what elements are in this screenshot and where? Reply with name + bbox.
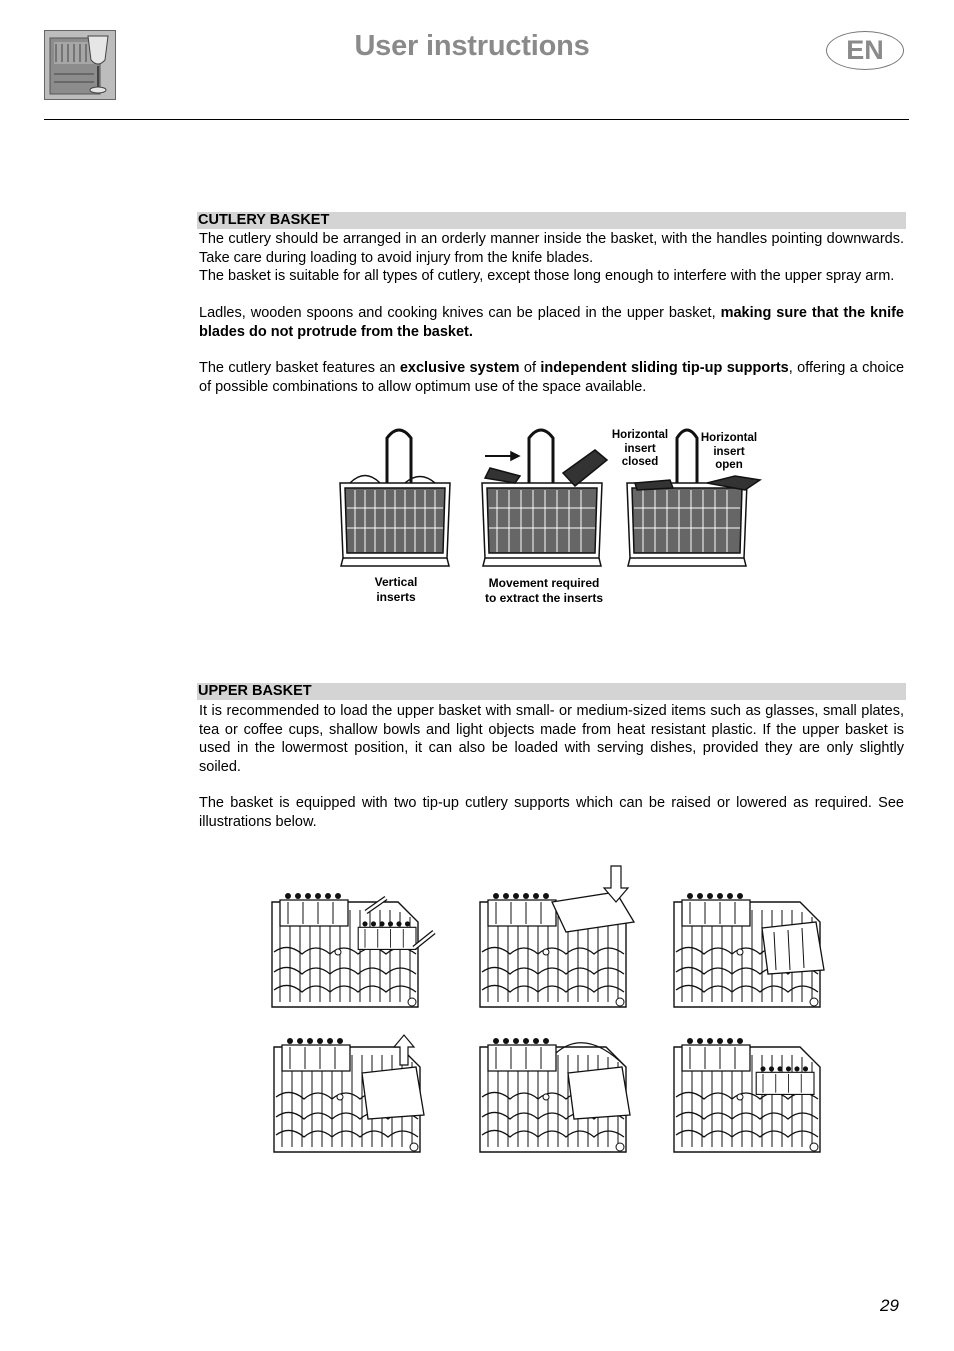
caption-horizontal-insert-open: Horizontal insert open [700, 432, 758, 471]
cutlery-basket-movement [482, 430, 607, 566]
caption-movement-required: Movement required to extract the inserts [484, 576, 604, 605]
language-badge: EN [826, 31, 904, 70]
upper-basket-step-2 [480, 866, 634, 1007]
cutlery-paragraph-4: The cutlery basket features an exclusive system of independent sliding tip-up supports, offering a choice of possible combinations to allow optimum use of the space available. [199, 360, 905, 395]
caption-vertical-inserts: Vertical inserts [374, 575, 418, 604]
upper-basket-heading: UPPER BASKET [197, 683, 906, 700]
upper-basket-step-1 [272, 893, 434, 1007]
upper-paragraph-1: It is recommended to load the upper basket with small- or medium-sized items such as glasses, small plates, tea or coffee cups, shallow bowls and light objects made from heat resistant plastic. If the upper basket is used in the lowermost position, it can also be loaded with serving dishes, provided they are only slightly soiled. [199, 703, 904, 775]
upper-basket-step-4 [274, 1035, 424, 1152]
page-title: User instructions [354, 30, 590, 62]
cutlery-paragraph-2: The basket is suitable for all types of cutlery, except those long enough to interfere with the upper spray arm. [199, 268, 895, 284]
upper-basket-illustration [268, 862, 838, 1157]
upper-basket-step-5 [480, 1038, 630, 1152]
header-divider [44, 119, 909, 120]
cutlery-paragraph-3: Ladles, wooden spoons and cooking knives can be placed in the upper basket, making sure that the knife blades do not protrude from the basket. [199, 305, 904, 340]
cutlery-basket-heading: CUTLERY BASKET [197, 212, 906, 229]
upper-paragraph-2: The basket is equipped with two tip-up cutlery supports which can be raised or lowered as required. See illustrations below. [199, 795, 904, 830]
cutlery-basket-vertical-inserts [340, 430, 450, 566]
upper-basket-step-6 [674, 1038, 820, 1152]
cutlery-paragraph-1: The cutlery should be arranged in an orderly manner inside the basket, with the handles pointing downwards. Take care during loading to avoid injury from the knife blades. [199, 231, 904, 266]
caption-horizontal-insert-closed: Horizontal insert closed [611, 429, 669, 468]
page-number: 29 [880, 1296, 899, 1315]
upper-basket-step-3 [674, 893, 824, 1007]
